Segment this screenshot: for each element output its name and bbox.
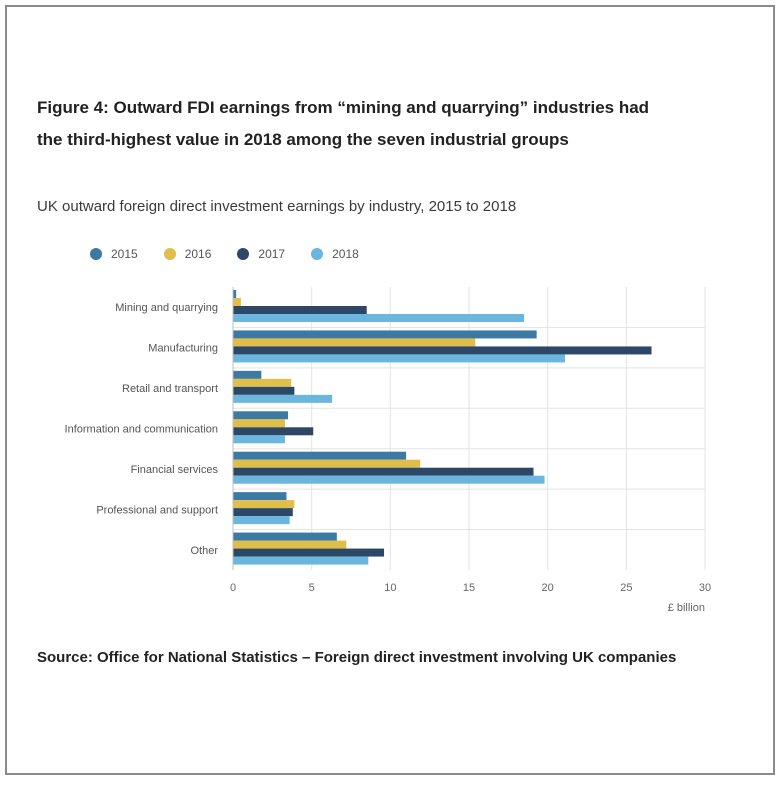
x-tick-label-25: 25 (620, 582, 633, 594)
bar-2016 (233, 419, 285, 427)
bar-2017 (233, 427, 313, 435)
category-label: Manufacturing (148, 342, 218, 355)
bar-2018 (233, 557, 368, 565)
bar-2016 (233, 500, 294, 508)
legend-label-2017: 2017 (258, 247, 286, 261)
bar-2018 (233, 516, 290, 524)
chart-title: Figure 4: Outward FDI earnings from “mining and quarrying” industries had the third-highest value in 2018 among the seven industrial groups (37, 98, 650, 149)
bar-2015 (233, 330, 537, 338)
bar-2016 (233, 460, 420, 468)
bar-2017 (233, 346, 652, 354)
category-label: Mining and quarrying (115, 302, 218, 315)
bar-2016 (233, 338, 475, 346)
bar-2018 (233, 314, 524, 322)
bar-2015 (233, 411, 288, 419)
x-tick-label-10: 10 (384, 582, 397, 594)
x-axis-label: £ billion (667, 602, 705, 614)
legend-label-2016: 2016 (184, 247, 212, 261)
bar-2017 (233, 508, 293, 516)
bar-2017 (233, 549, 384, 557)
legend-label-2018: 2018 (332, 247, 359, 261)
category-label: Retail and transport (122, 383, 218, 396)
bar-2018 (233, 354, 565, 362)
bar-2015 (233, 492, 286, 500)
category-label: Other (190, 544, 218, 557)
bar-2016 (233, 379, 291, 387)
category-label: Professional and support (96, 504, 218, 517)
chart-source: Source: Office for National Statistics – Foreign direct investment involving UK companies (37, 649, 677, 666)
bar-2015 (233, 533, 337, 541)
category-label: Information and communication (64, 423, 218, 436)
bar-2015 (233, 452, 406, 460)
bar-2017 (233, 306, 367, 314)
bar-2018 (233, 435, 285, 443)
bar-2016 (233, 298, 241, 306)
bar-2016 (233, 541, 346, 549)
bar-2018 (233, 476, 545, 484)
x-tick-label-30: 30 (698, 582, 712, 594)
x-tick-label-20: 20 (541, 582, 554, 594)
bar-2017 (233, 468, 534, 476)
x-tick-label-15: 15 (462, 582, 476, 594)
bar-2017 (233, 387, 294, 395)
x-tick-label-0: 0 (229, 582, 237, 594)
bar-2018 (233, 395, 332, 403)
bar-2015 (233, 371, 261, 379)
category-label: Financial services (130, 463, 218, 476)
x-tick-label-5: 5 (308, 582, 315, 594)
legend-label-2015: 2015 (111, 247, 138, 261)
chart-subtitle: UK outward foreign direct investment earnings by industry, 2015 to 2018 (37, 198, 517, 215)
